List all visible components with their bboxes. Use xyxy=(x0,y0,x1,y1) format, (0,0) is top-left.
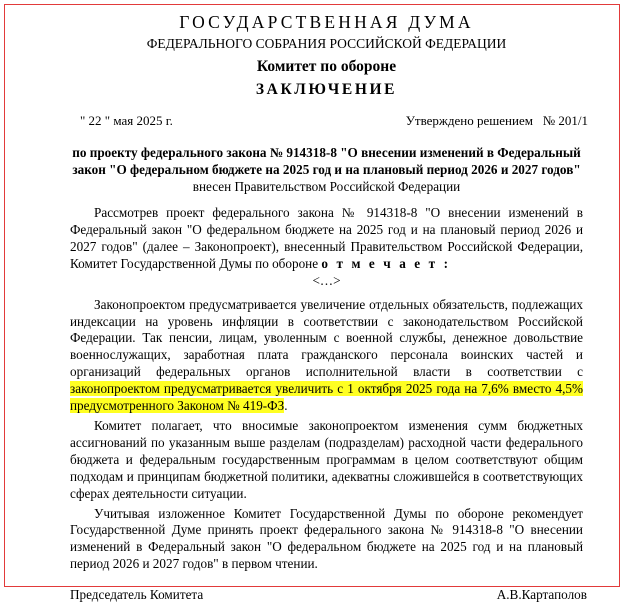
committee-name: Комитет по обороне xyxy=(256,58,397,75)
paragraph-committee-opinion: Комитет полагает, что вносимые законопроектом изменения сумм бюджетных ассигнований по указанным выше разделам (подразделам) расходной части федерального бюджета и федеральным государственным программам в целом соответствуют общим подходам и принципам бюджетной политики, адекватны сложившейся в соответствующих сферах деятельности ситуации. xyxy=(70,417,583,501)
bill-subject-title: по проекту федерального закона № 914318-8 "О внесении изменений в Федеральный закон "О федеральном бюджете на 2025 год и на плановый период 2026 и 2027 годов" xyxy=(72,145,581,177)
introduced-by: внесен Правительством Российской Федерации xyxy=(192,179,461,194)
paragraph-indexation-text: Законопроектом предусматривается увеличение отдельных обязательств, подлежащих индексации на уровень инфляции в соответствии с законодательством Российской Федерации. Так пенсии, лицам, уволенным с военной службы, денежное довольствие военнослужащих, заработная плата гражданского персонала воинских частей и организаций федеральных органов исполнительной власти в соответствии с xyxy=(70,296,583,380)
signatory-role: Председатель Комитета xyxy=(70,587,204,603)
org-subtitle: ФЕДЕРАЛЬНОГО СОБРАНИЯ РОССИЙСКОЙ ФЕДЕРАЦИИ xyxy=(146,36,507,51)
paragraph-review xyxy=(70,205,583,273)
paragraph-indexation-end: . xyxy=(284,398,288,414)
notes-keyword: о т м е ч а е т : xyxy=(321,255,451,271)
date-line xyxy=(70,113,588,131)
signatory-name: А.В.Картаполов xyxy=(496,587,587,603)
paragraph-recommendation: Учитывая изложенное Комитет Государственной Думы по обороне рекомендует Государственной Думе принять проект федерального закона № 914318-8 "О внесении изменений в Федеральный закон "О федеральном бюджете на 2025 год и на плановый период 2026 и 2027 годов" в первом чтении. xyxy=(70,505,583,572)
document-page xyxy=(70,10,588,605)
paragraph-review-text: Рассмотрев проект федерального закона № 914318-8 "О внесении изменений в Федеральный закон "О федеральном бюджете на 2025 год и на плановый период 2026 и 2027 годов" (далее – Законопроект), внесенный Правительством Российской Федерации, Комитет Государственной Думы по обороне xyxy=(70,205,583,271)
org-title: ГОСУДАРСТВЕННАЯ ДУМА xyxy=(179,12,474,32)
approval-reference: Утверждено решением № 201/1 xyxy=(405,113,588,128)
paragraph-indexation xyxy=(70,297,583,415)
omission-marker: <…> xyxy=(312,272,341,288)
document-type-heading: ЗАКЛЮЧЕНИЕ xyxy=(255,81,398,98)
highlighted-passage: законопроектом предусматривается увеличить с 1 октября 2025 года на 7,6% вместо 4,5% предусмотренного Законом № 419-ФЗ xyxy=(70,381,583,414)
document-date: " 22 " мая 2025 г. xyxy=(80,113,173,128)
